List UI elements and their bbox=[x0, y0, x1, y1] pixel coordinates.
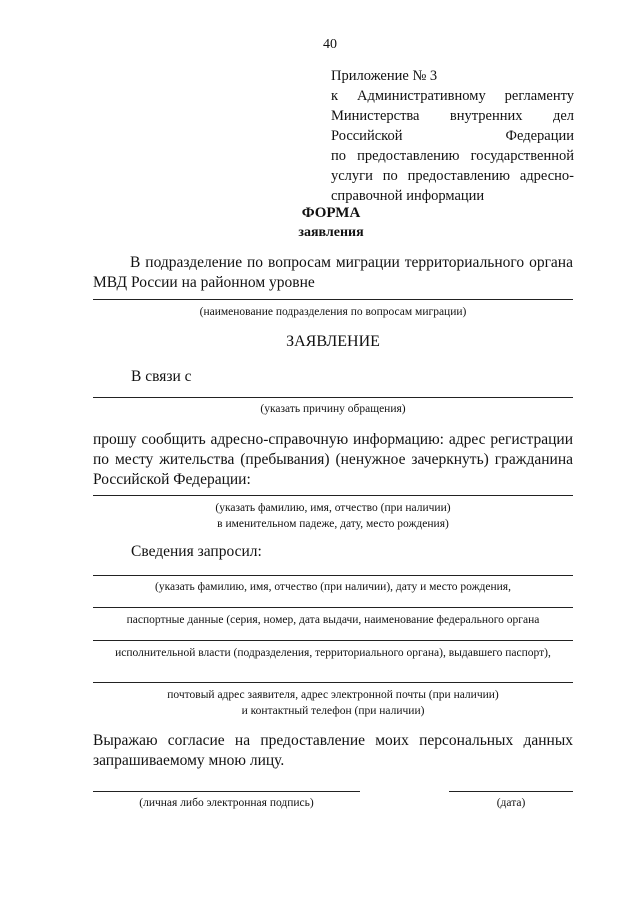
requester-label: Сведения запросил: bbox=[131, 543, 262, 560]
caption-line: (указать фамилию, имя, отчество (при наличии) bbox=[215, 502, 451, 514]
consent-line: Выражаю согласие на предоставление моих персональных данных bbox=[93, 732, 573, 749]
requester-blank-line-2[interactable] bbox=[93, 607, 573, 608]
addressee-blank-line[interactable] bbox=[93, 299, 573, 300]
appendix-line: по предоставлению государственной bbox=[331, 148, 574, 164]
request-line: по месту жительства (пребывания) (ненужное зачеркнуть) гражданина bbox=[93, 451, 573, 468]
appendix-line: Приложение № 3 bbox=[331, 68, 438, 84]
signature-blank-line[interactable] bbox=[93, 791, 360, 792]
caption-line: почтовый адрес заявителя, адрес электронной почты (при наличии) bbox=[167, 689, 499, 701]
requester-caption bbox=[93, 687, 573, 719]
reason-label: В связи с bbox=[131, 368, 192, 385]
form-subtitle: заявления bbox=[298, 225, 364, 240]
requester-blank-line-4[interactable] bbox=[93, 682, 573, 683]
appendix-line: справочной информации bbox=[331, 188, 485, 204]
citizen-caption bbox=[93, 500, 573, 532]
appendix-line: к Административному регламенту bbox=[331, 88, 574, 104]
requester-caption: паспортные данные (серия, номер, дата выдачи, наименование федерального органа bbox=[126, 614, 540, 626]
appendix-header bbox=[331, 66, 574, 206]
consent-text bbox=[93, 731, 573, 771]
addressee-text bbox=[93, 253, 573, 293]
page-number: 40 bbox=[323, 37, 337, 52]
signature-caption: (личная либо электронная подпись) bbox=[139, 797, 314, 809]
date-blank-line[interactable] bbox=[449, 791, 573, 792]
consent-line: запрашиваемому мною лицу. bbox=[93, 752, 285, 769]
appendix-line: услуги по предоставлению адресно- bbox=[331, 168, 574, 184]
requester-blank-line-1[interactable] bbox=[93, 575, 573, 576]
request-line: Российской Федерации: bbox=[93, 471, 251, 488]
request-text bbox=[93, 430, 573, 490]
date-caption: (дата) bbox=[496, 797, 526, 809]
reason-caption: (указать причину обращения) bbox=[260, 403, 406, 415]
appendix-line: Министерства внутренних дел bbox=[331, 108, 574, 124]
statement-heading: ЗАЯВЛЕНИЕ bbox=[286, 333, 380, 350]
citizen-blank-line[interactable] bbox=[93, 495, 573, 496]
requester-blank-line-3[interactable] bbox=[93, 640, 573, 641]
requester-caption: исполнительной власти (подразделения, территориального органа), выдавшего паспорт), bbox=[115, 647, 551, 659]
requester-caption: (указать фамилию, имя, отчество (при наличии), дату и место рождения, bbox=[155, 581, 511, 593]
addressee-line: МВД России на районном уровне bbox=[93, 274, 315, 291]
form-title: ФОРМА bbox=[301, 205, 361, 221]
appendix-line: Российской Федерации bbox=[331, 128, 574, 144]
addressee-line: В подразделение по вопросам миграции территориального органа bbox=[130, 254, 573, 271]
caption-line: и контактный телефон (при наличии) bbox=[241, 705, 425, 717]
addressee-caption: (наименование подразделения по вопросам миграции) bbox=[199, 306, 467, 318]
request-line: прошу сообщить адресно-справочную информацию: адрес регистрации bbox=[93, 431, 573, 448]
reason-blank-line[interactable] bbox=[93, 397, 573, 398]
caption-line: в именительном падеже, дату, место рождения) bbox=[217, 518, 449, 530]
